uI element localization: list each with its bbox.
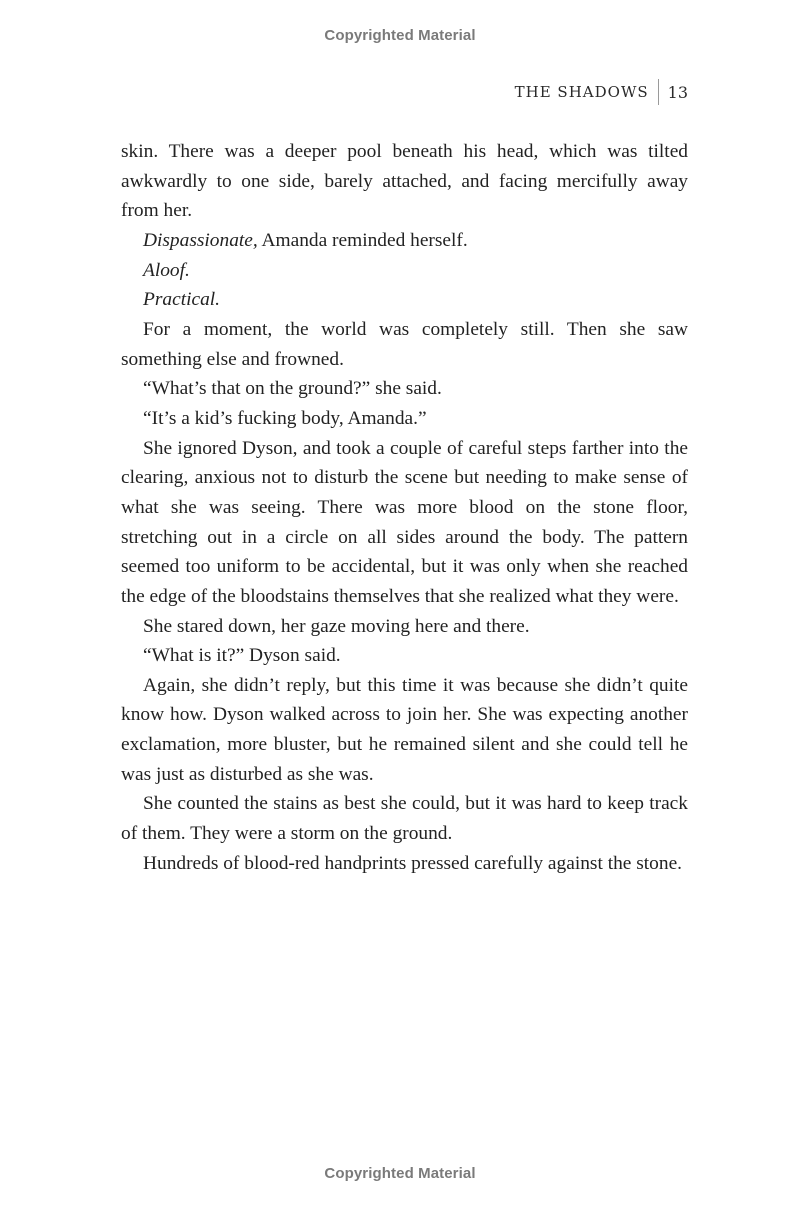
paragraph: “It’s a kid’s fucking body, Amanda.” [143, 407, 427, 429]
running-head-title: THE SHADOWS [514, 83, 649, 101]
page-number: 13 [667, 82, 688, 102]
paragraph-text: Amanda reminded herself. [257, 229, 468, 251]
paragraph [121, 226, 688, 256]
running-head [515, 80, 688, 104]
paragraph: For a moment, the world was completely still. Then she saw something else and frowned. [121, 318, 688, 370]
paragraph: skin. There was a deeper pool beneath his head, which was tilted awkwardly to one side, barely attached, and facing mercifully away from her. [121, 141, 688, 222]
paragraph: She stared down, her gaze moving here and there. [143, 615, 530, 637]
paragraph: Hundreds of blood-red handprints pressed carefully against the stone. [143, 852, 683, 874]
italic-word: Practical. [143, 289, 221, 311]
paragraph [121, 256, 688, 286]
italic-word: Dispassionate, [143, 229, 258, 251]
paragraph: “What’s that on the ground?” she said. [143, 378, 442, 400]
paragraph: She counted the stains as best she could, but it was hard to keep track of them. They were a storm on the ground. [121, 793, 688, 845]
italic-word: Aloof. [143, 259, 190, 281]
paragraph: She ignored Dyson, and took a couple of careful steps farther into the clearing, anxious not to disturb the scene but needing to make sense of what she was seeing. There was more blood on the stone floor, stretching out in a circle on all sides around the body. The pattern seemed too uniform to be accidental, but it was only when she reached the edge of the bloodstains themselves that she realized what they were. [121, 437, 688, 607]
paragraph [121, 285, 688, 315]
copyright-watermark-bottom: Copyrighted Material [324, 1165, 476, 1182]
body-text [121, 137, 688, 878]
copyright-watermark-top: Copyrighted Material [324, 27, 476, 44]
paragraph: Again, she didn’t reply, but this time it was because she didn’t quite know how. Dyson walked across to join her. She was expecting another exclamation, more bluster, but he remained silent and she could tell he was just as disturbed as she was. [121, 674, 688, 785]
paragraph: “What is it?” Dyson said. [143, 645, 341, 667]
